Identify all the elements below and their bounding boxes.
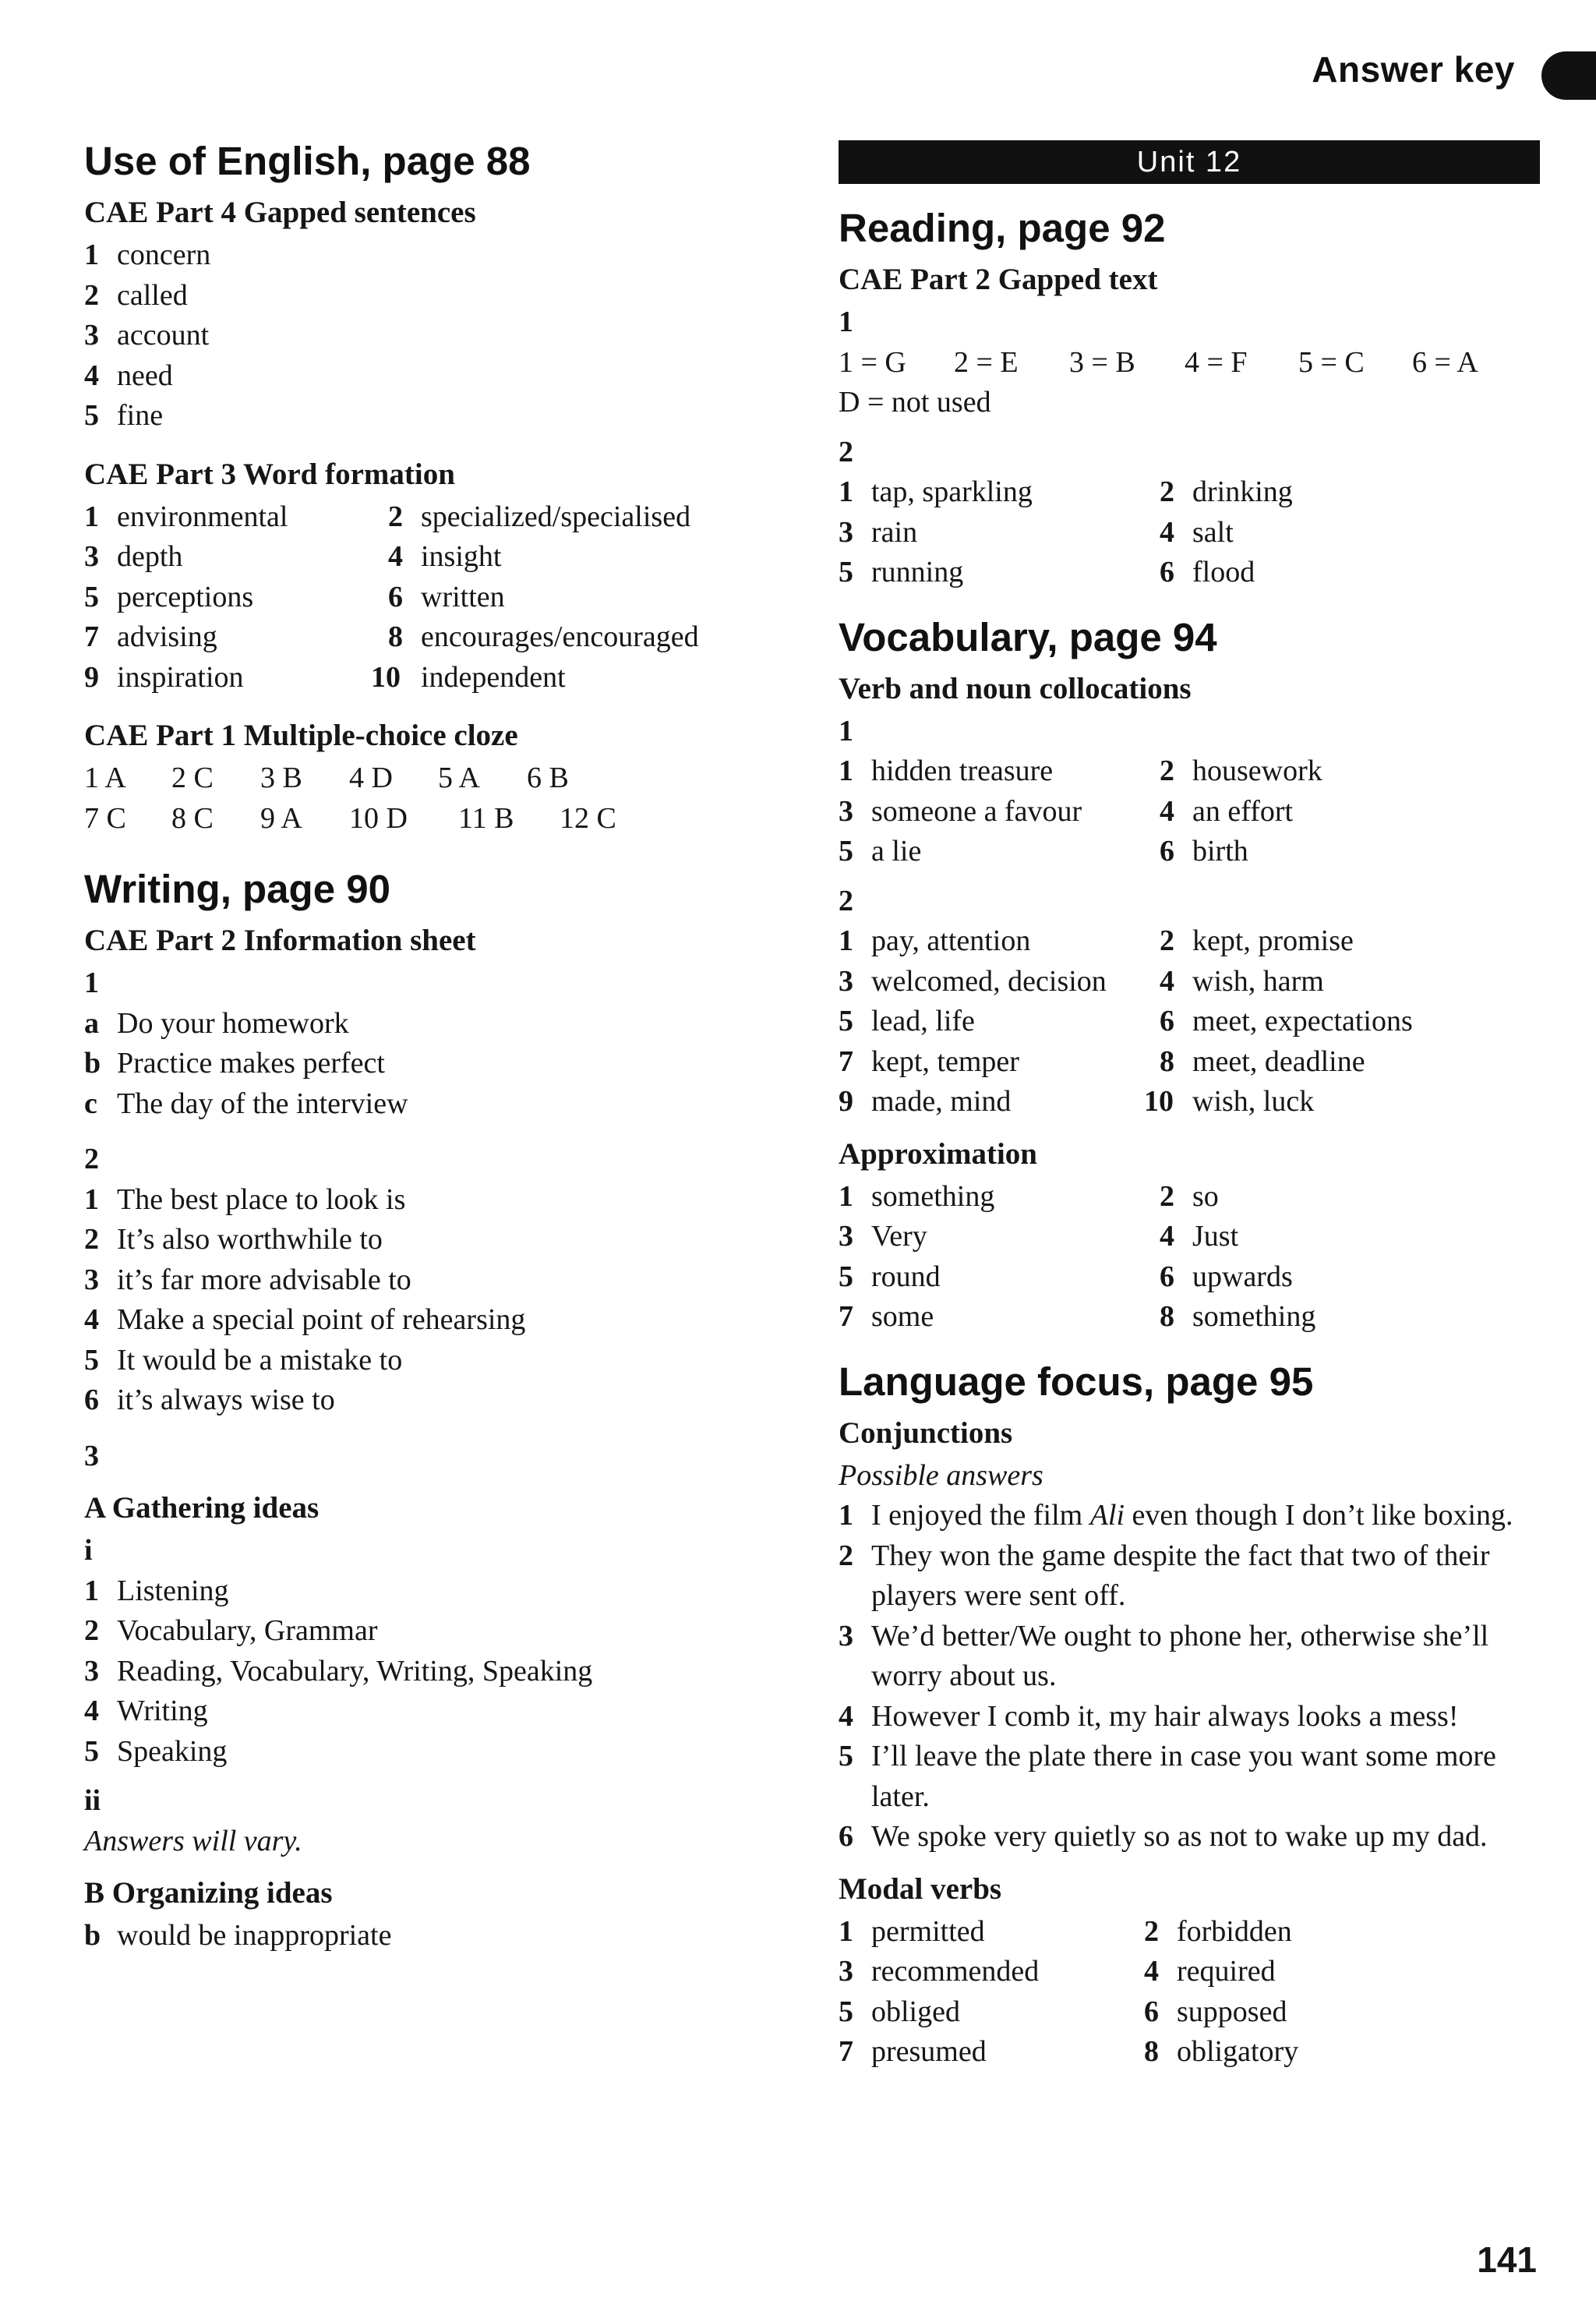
answer-grid <box>839 1177 1540 1338</box>
list-item: 2 called <box>84 278 188 312</box>
section-title-reading: Reading, page 92 <box>839 206 1166 250</box>
list-item: 5 obliged <box>839 1995 960 2028</box>
list-item: 3 welcomed, decision <box>839 964 1107 998</box>
list-item: 4 Just <box>1160 1220 1239 1253</box>
list-item: 5 Speaking <box>84 1734 228 1768</box>
list-item: 1 pay, attention <box>839 924 1031 957</box>
list-item: 8 encourages/encouraged <box>388 620 699 653</box>
page-number: 141 <box>1477 2239 1537 2280</box>
list-item: 6 upwards <box>1160 1260 1293 1293</box>
list-item: 6 meet, expectations <box>1160 1005 1413 1037</box>
list-item: 5 perceptions <box>84 580 254 613</box>
question-number: 1 <box>84 967 99 999</box>
list-item: 7 kept, temper <box>839 1044 1019 1078</box>
list-item: 1 something <box>839 1179 995 1213</box>
left-column <box>84 133 786 1956</box>
list-item: 4 an effort <box>1160 794 1294 828</box>
unit-banner: Unit 12 <box>839 140 1540 184</box>
list-item: 4 However I comb it, my hair always looks a mess! <box>839 1699 1459 1733</box>
subheading-multiple-choice: CAE Part 1 Multiple-choice cloze <box>84 719 518 752</box>
question-number: i <box>84 1534 93 1567</box>
section-title-vocabulary: Vocabulary, page 94 <box>839 614 1217 659</box>
list-item: 5 running <box>839 556 964 588</box>
list-item: 3 it’s far more advisable to <box>84 1263 411 1296</box>
answer-grid <box>839 472 1540 593</box>
list-item: 5 a lie <box>839 835 922 868</box>
question-number: 1 <box>839 306 853 338</box>
list-item: 2 Vocabulary, Grammar <box>84 1614 378 1647</box>
list-item: 1 I enjoyed the film Ali even though I don’t like boxing. <box>839 1499 1513 1532</box>
list-item: 3 someone a favour <box>839 794 1082 828</box>
list-item: 3 account <box>84 319 210 352</box>
list-item: 9 made, mind <box>839 1085 1012 1118</box>
list-item: 6 birth <box>1160 835 1248 868</box>
list-item: 1 The best place to look is <box>84 1182 406 1216</box>
list-item: 4 Make a special point of rehearsing <box>84 1303 526 1336</box>
list-item: 5 round <box>839 1260 941 1293</box>
list-item: 2 kept, promise <box>1160 924 1354 957</box>
list-item: 2 They won the game despite the fact that two of their players were sent off. <box>839 1539 1490 1612</box>
list-item: 10 independent <box>371 660 566 694</box>
list-item: 3 recommended <box>839 1955 1040 1988</box>
list-item: 5 I’ll leave the plate there in case you want some more later. <box>839 1740 1496 1813</box>
list-item: 7 some <box>839 1300 934 1333</box>
not-used-note: D = not used <box>839 386 991 419</box>
question-number: 3 <box>84 1439 99 1472</box>
list-item: 1 permitted <box>839 1914 985 1948</box>
section-title-language-focus: Language focus, page 95 <box>839 1359 1314 1404</box>
list-item: 7 presumed <box>839 2035 987 2068</box>
list-item: 2 so <box>1160 1179 1219 1213</box>
list-item: 1 concern <box>84 239 211 271</box>
list-item: 1 environmental <box>84 500 288 533</box>
subheading-collocations: Verb and noun collocations <box>839 671 1192 705</box>
list-item: 5 lead, life <box>839 1005 975 1037</box>
list-item: 4 salt <box>1160 515 1234 549</box>
question-number: 2 <box>839 884 853 917</box>
list-item: 6 We spoke very quietly so as not to wake up my dad. <box>839 1820 1488 1853</box>
subheading-word-formation: CAE Part 3 Word formation <box>84 457 455 491</box>
list-item: 4 insight <box>388 540 502 573</box>
list-item: 2 specialized/specialised <box>388 500 691 533</box>
list-item: 8 obligatory <box>1144 2035 1299 2068</box>
note-answers-vary: Answers will vary. <box>84 1824 302 1857</box>
list-item: 9 inspiration <box>84 660 244 694</box>
section-title-writing: Writing, page 90 <box>84 867 390 911</box>
section-title-use-of-english: Use of English, page 88 <box>84 139 531 183</box>
list-item: 4 required <box>1144 1955 1276 1988</box>
list-item: 4 need <box>84 359 173 392</box>
running-header: Answer key <box>1312 49 1515 90</box>
list-item: 4 wish, harm <box>1160 964 1324 998</box>
word-formation-grid <box>84 497 786 698</box>
list-item: 2 It’s also worthwhile to <box>84 1223 383 1256</box>
question-number: 2 <box>84 1143 99 1175</box>
subheading-approximation: Approximation <box>839 1136 1037 1171</box>
list-item: 6 written <box>388 580 505 613</box>
list-item: 5 fine <box>84 399 164 432</box>
subheading-gapped-sentences: CAE Part 4 Gapped sentences <box>84 196 476 229</box>
list-item: 1 Listening <box>84 1574 229 1607</box>
list-item: 6 supposed <box>1144 1995 1287 2028</box>
list-item: 2 drinking <box>1160 475 1293 508</box>
list-item: 4 Writing <box>84 1695 208 1727</box>
answer-row: 7 C 8 C 9 A 10 D 11 B 12 C <box>84 801 616 835</box>
right-column <box>839 140 1540 2073</box>
list-item: 2 housework <box>1160 755 1322 787</box>
answer-row: 1 A 2 C 3 B 4 D 5 A 6 B <box>84 762 569 794</box>
subheading-modal-verbs: Modal verbs <box>839 1871 1002 1906</box>
question-number: 2 <box>839 435 853 468</box>
subheading-information-sheet: CAE Part 2 Information sheet <box>84 924 476 957</box>
list-item: 8 something <box>1160 1300 1316 1333</box>
list-item: 3 rain <box>839 515 918 549</box>
subheading-gathering-ideas: A Gathering ideas <box>84 1491 320 1525</box>
subheading-organizing-ideas: B Organizing ideas <box>84 1876 333 1910</box>
answer-row: 1 = G 2 = E 3 = B 4 = F 5 = C 6 = A <box>839 345 1478 379</box>
list-item: 3 Reading, Vocabulary, Writing, Speaking <box>84 1654 593 1688</box>
list-item: 7 advising <box>84 620 217 653</box>
list-item: 6 it’s always wise to <box>84 1384 335 1416</box>
list-item: 10 wish, luck <box>1144 1085 1315 1118</box>
subheading-conjunctions: Conjunctions <box>839 1415 1013 1450</box>
list-item: 2 forbidden <box>1144 1914 1292 1948</box>
list-item: a Do your homework <box>84 1006 349 1040</box>
thumb-tab <box>1541 51 1596 100</box>
answer-grid <box>839 921 1540 1122</box>
question-number: ii <box>84 1784 101 1817</box>
list-item: b would be inappropriate <box>84 1919 392 1952</box>
list-item: 1 hidden treasure <box>839 755 1054 787</box>
list-item: 1 tap, sparkling <box>839 475 1033 508</box>
answer-grid <box>839 1912 1540 2073</box>
list-item: 5 It would be a mistake to <box>84 1343 403 1377</box>
question-number: 1 <box>839 714 853 747</box>
list-item: c The day of the interview <box>84 1087 408 1120</box>
list-item: b Practice makes perfect <box>84 1047 385 1080</box>
subheading-gapped-text: CAE Part 2 Gapped text <box>839 263 1158 296</box>
possible-answers-label: Possible answers <box>839 1458 1043 1492</box>
list-item: 6 flood <box>1160 556 1255 588</box>
list-item: 3 depth <box>84 540 183 573</box>
list-item: 3 Very <box>839 1220 927 1253</box>
list-item: 3 We’d better/We ought to phone her, otherwise she’ll worry about us. <box>839 1619 1489 1692</box>
list-item: 8 meet, deadline <box>1160 1044 1365 1078</box>
answer-grid <box>839 751 1540 872</box>
